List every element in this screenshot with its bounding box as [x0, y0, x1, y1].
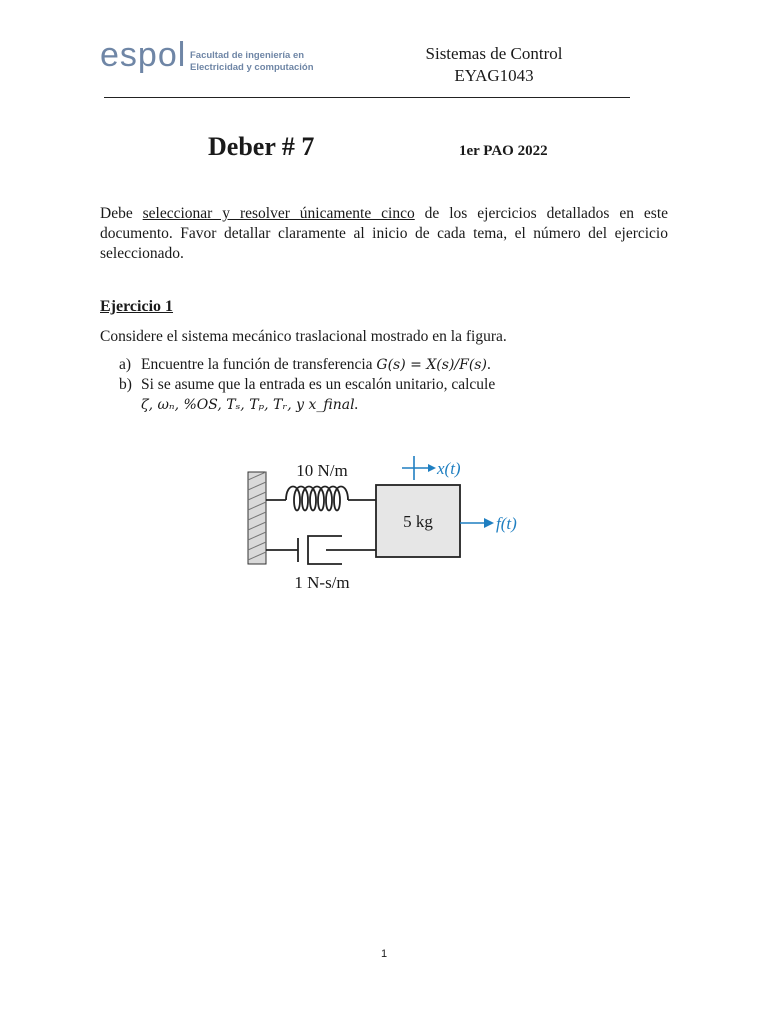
header-divider [104, 97, 630, 98]
exercise-statement: Considere el sistema mecánico traslacional mostrado en la figura. [100, 328, 507, 345]
course-name: Sistemas de Control [425, 44, 563, 63]
espol-logo [100, 36, 340, 80]
page-number: 1 [380, 948, 388, 960]
instructions-post: de los ejercicios detallados en este documento. Favor detallar claramente al inicio de cada tema, el número del ejercicio seleccionado. [100, 205, 668, 262]
item-text: Encuentre la función de transferencia G(s) = X(s)/F(s). [141, 356, 491, 373]
exercise-item-b-math: ζ, ωₙ, %OS, Tₛ, Tₚ, Tᵣ, y x_final. [141, 396, 359, 413]
force-label: f(t) [496, 514, 517, 533]
instructions-pre: Debe [100, 205, 143, 222]
document-title: Deber # 7 [208, 132, 315, 161]
instructions-underlined: seleccionar y resolver únicamente cinco [142, 205, 415, 222]
item-text: Si se asume que la entrada es un escalón unitario, calcule [141, 376, 496, 393]
spring-label: 10 N/m [296, 461, 348, 480]
mass-label: 5 kg [403, 512, 433, 531]
displacement-label: x(t) [437, 459, 461, 478]
course-code: EYAG1043 [454, 66, 534, 85]
academic-term: 1er PAO 2022 [459, 143, 548, 159]
item-label: b) [119, 376, 132, 393]
logo-faculty-line1: Facultad de ingeniería en [190, 50, 305, 61]
damper-label: 1 N-s/m [294, 573, 350, 592]
instructions-paragraph [100, 204, 668, 264]
item-math: G(s) = X(s)/F(s) [376, 357, 487, 373]
logo-faculty-line2: Electricidad y computación [190, 62, 314, 73]
logo-wordmark: espol [100, 36, 187, 74]
wall [248, 472, 266, 564]
exercise-title: Ejercicio 1 [100, 298, 174, 315]
mechanical-system-figure [238, 452, 538, 597]
course-info [384, 43, 604, 87]
item-label: a) [119, 356, 132, 373]
